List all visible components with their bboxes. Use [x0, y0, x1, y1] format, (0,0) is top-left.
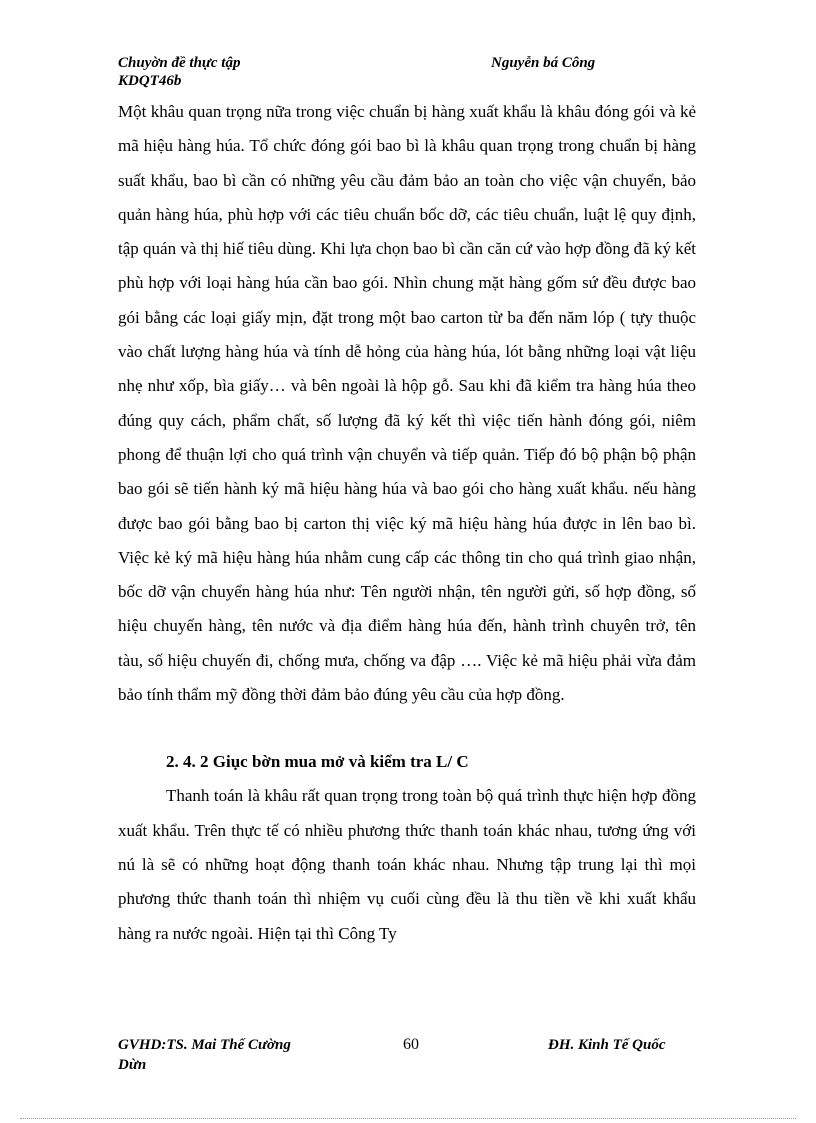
header-class: KDQT46b [118, 73, 182, 89]
paragraph-packing: Một khâu quan trọng nữa trong việc chuẩn bị hàng xuất khẩu là khâu đóng gói và kẻ mã hiệu hàng húa. Tổ chức đóng gói bao bì là khâu quan trọng trong chuẩn bị hàng suất khẩu, bao bì cần có những yêu cầu đảm bảo an toàn cho việc vận chuyển, bảo quản hàng húa, phù hợp với các tiêu chuẩn bốc dỡ, các tiêu chuẩn, luật lệ quy định, tập quán và thị hiế tiêu dùng. Khi lựa chọn bao bì cần căn cứ vào hợp đồng đã ký kết phù hợp với loại hàng húa cần bao gói. Nhìn chung mặt hàng gốm sứ đều được bao gói bằng các loại giấy mịn, đặt trong một bao carton từ ba đến năm lóp ( tựy thuộc vào chất lượng hàng húa và tính dễ hỏng của hàng húa, lót bằng những loại vật liệu nhẹ như xốp, bìa giấy… và bên ngoài là hộp gỗ. Sau khi đã kiểm tra hàng húa theo đúng quy cách, phẩm chất, số lượng đã ký kết thì việc tiến hành đóng gói, niêm phong để thuận lợi cho quá trình vận chuyển và tiếp quản. Tiếp đó bộ phận bộ phận bao gói sẽ tiến hành ký mã hiệu hàng húa và bao gói cho hàng xuất khẩu. nếu hàng được bao gói bằng bao bị carton thị việc ký mã hiệu hàng húa được in lên bao bì. Việc kẻ ký mã hiệu hàng húa nhằm cung cấp các thông tin cho quá trình giao nhận, bốc dỡ vận chuyển hàng húa như: Tên người nhận, tên người gửi, số hợp đồng, số hiệu chuyến hàng, tên nước và địa điểm hàng húa đến, hành trình chuyên trở, tên tàu, số hiệu chuyến đi, chống mưa, chống va đập …. Việc kẻ mã hiệu phải vừa đảm bảo tính thẩm mỹ đồng thời đảm bảo đúng yêu cầu của hợp đồng. [118, 102, 696, 705]
page-number: 60 [403, 1036, 419, 1053]
paragraph-payment: Thanh toán là khâu rất quan trọng trong toàn bộ quá trình thực hiện hợp đồng xuất khẩu. Trên thực tế có nhiều phương thức thanh toán khác nhau, tương ứng với nú là sẽ có những hoạt động thanh toán khác nhau. Nhưng tập trung lại thì mọi phương thức thanh toán thì nhiệm vụ cuối cùng đều là thu tiền về khi xuất khẩu hàng ra nước ngoài. Hiện tại thì Công Ty [118, 786, 696, 943]
footer-university: ĐH. Kinh Tế Quốc [548, 1037, 666, 1053]
footer-supervisor-line2: Dừn [118, 1057, 147, 1073]
page-bottom-divider [20, 1118, 796, 1119]
section-heading: 2. 4. 2 Giục bờn mua mở và kiểm tra L/ C [166, 752, 469, 772]
header-left [118, 54, 240, 90]
footer-supervisor-line1: GVHD:TS. Mai Thế Cường [118, 1037, 291, 1053]
footer-supervisor [118, 1035, 291, 1075]
header-author: Nguyễn bá Công [491, 55, 596, 71]
page-body [118, 95, 696, 951]
header-title: Chuyờn đề thực tập [118, 55, 241, 71]
